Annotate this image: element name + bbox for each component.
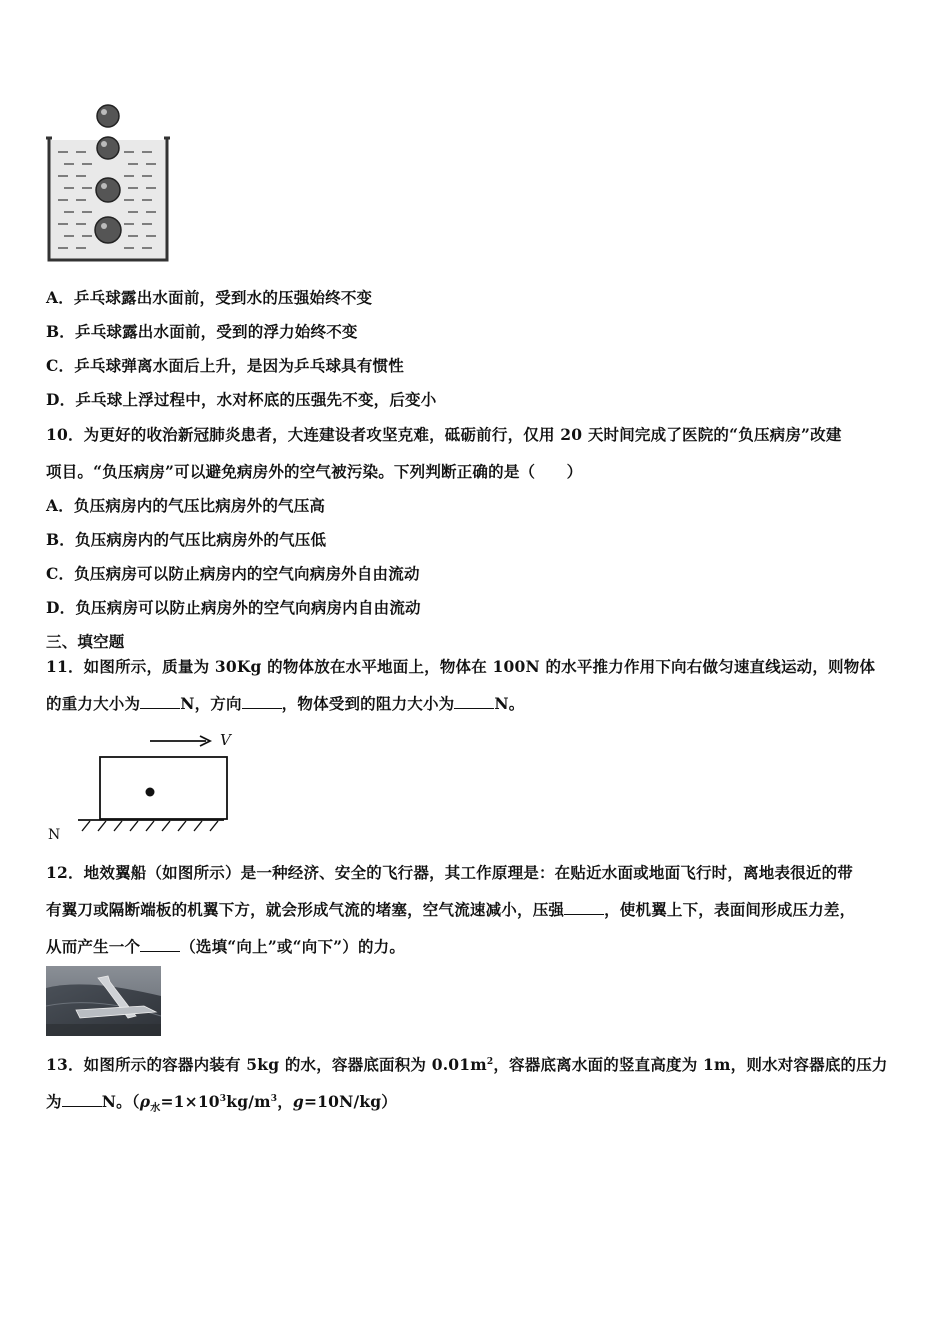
q13-rho: ρ xyxy=(139,1092,151,1111)
q12-text-c: 从而产生一个 xyxy=(46,937,141,956)
q12-stem-line2 xyxy=(46,898,855,920)
q13-text-c: 为 xyxy=(46,1092,62,1111)
section-title: 三、填空题 xyxy=(46,632,125,651)
q13-text-e: =1×10 xyxy=(160,1092,220,1111)
q13-sup-density: 3 xyxy=(219,1093,227,1104)
q11-stem-line1: 11．如图所示，质量为 30Kg 的物体放在水平地面上，物体在 100N 的水平推力作用下向右做匀速直线运动，则物体 xyxy=(46,657,876,676)
q12-text-b: ，使机翼上下，表面间形成压力差， xyxy=(604,900,856,919)
q13-sup-volume: 3 xyxy=(270,1093,278,1104)
q13-text-b: ，容器底离水面的竖直高度为 1m，则水对容器底的压力 xyxy=(493,1055,888,1074)
q13-text-a: 13．如图所示的容器内装有 5kg 的水，容器底面积为 0.01m xyxy=(46,1055,487,1074)
q11-blank-2 xyxy=(242,696,282,709)
q9-option-b: B．乒乓球露出水面前，受到的浮力始终不变 xyxy=(46,322,358,341)
q13-rho-sub: 水 xyxy=(150,1103,161,1115)
q12-blank-2 xyxy=(140,939,180,952)
q13-blank-1 xyxy=(62,1094,102,1107)
q9-option-c: C．乒乓球弹离水面后上升，是因为乒乓球具有惯性 xyxy=(46,356,404,375)
q12-text-d: （选填“向上”或“向下”）的力。 xyxy=(180,937,406,956)
q13-text-f: kg/m xyxy=(226,1092,271,1111)
velocity-label: V xyxy=(220,731,231,749)
q9-option-d: D．乒乓球上浮过程中，水对杯底的压强先不变，后变小 xyxy=(46,390,437,409)
q13-g: g xyxy=(292,1092,304,1111)
q10-stem-line2: 项目。“负压病房”可以避免病房外的空气被污染。下列判断正确的是（ ） xyxy=(46,462,583,481)
q13-text-h: =10N/kg） xyxy=(303,1092,398,1111)
q13-text-g: ， xyxy=(277,1092,293,1111)
q13-stem-line2 xyxy=(46,1090,398,1115)
q11-blank-3 xyxy=(454,696,494,709)
q10-option-d: D．负压病房可以防止病房外的空气向病房内自由流动 xyxy=(46,598,421,617)
q13-stem-line1 xyxy=(46,1053,888,1075)
q11-text-d: N。 xyxy=(494,694,525,713)
q12-stem-line1: 12．地效翼船（如图所示）是一种经济、安全的飞行器，其工作原理是：在贴近水面或地面飞行时，离地表很近的带 xyxy=(46,863,853,882)
q12-blank-1 xyxy=(564,902,604,915)
q10-option-c: C．负压病房可以防止病房内的空气向病房外自由流动 xyxy=(46,564,420,583)
figure-n-label: N xyxy=(48,827,61,843)
q11-text-a: 的重力大小为 xyxy=(46,694,141,713)
q13-sup-area: 2 xyxy=(486,1056,494,1067)
q10-stem-line1: 10．为更好的收治新冠肺炎患者，大连建设者攻坚克难，砥砺前行，仅用 20 天时间完成了医院的“负压病房”改建 xyxy=(46,425,842,444)
q9-option-a: A．乒乓球露出水面前，受到水的压强始终不变 xyxy=(46,288,373,307)
beaker-figure xyxy=(44,100,172,262)
q12-stem-line3 xyxy=(46,935,405,957)
q12-text-a: 有翼刀或隔断端板的机翼下方，就会形成气流的堵塞，空气流速减小，压强 xyxy=(46,900,565,919)
q10-option-a: A．负压病房内的气压比病房外的气压高 xyxy=(46,496,326,515)
q13-text-d: N。（ xyxy=(101,1092,140,1111)
block-figure xyxy=(44,728,244,846)
wig-craft-photo xyxy=(46,966,161,1036)
q10-option-b: B．负压病房内的气压比病房外的气压低 xyxy=(46,530,327,549)
q11-blank-1 xyxy=(140,696,180,709)
q11-text-b: N，方向 xyxy=(180,694,242,713)
q11-text-c: ，物体受到的阻力大小为 xyxy=(281,694,455,713)
q11-stem-line2 xyxy=(46,692,524,714)
